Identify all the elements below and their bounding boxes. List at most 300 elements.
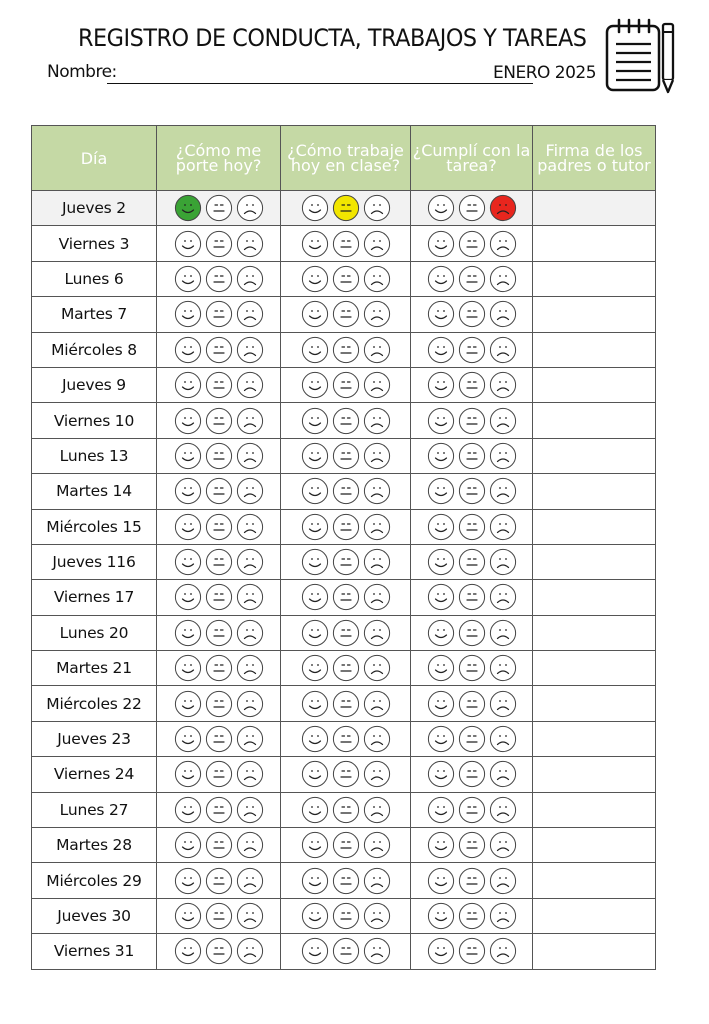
neutral-face-icon[interactable] bbox=[205, 867, 233, 895]
sad-face-icon[interactable] bbox=[489, 513, 517, 541]
neutral-face-icon[interactable] bbox=[332, 442, 360, 470]
happy-face-icon[interactable] bbox=[174, 725, 202, 753]
happy-face-icon[interactable] bbox=[301, 902, 329, 930]
homework-cell bbox=[411, 651, 533, 686]
happy-face-icon[interactable] bbox=[301, 867, 329, 895]
name-input-line[interactable] bbox=[107, 83, 533, 84]
signature-cell[interactable] bbox=[533, 898, 656, 933]
sad-face-icon[interactable] bbox=[363, 194, 391, 222]
neutral-face-icon[interactable] bbox=[332, 619, 360, 647]
neutral-face-icon[interactable] bbox=[332, 371, 360, 399]
sad-face-icon[interactable] bbox=[236, 831, 264, 859]
neutral-face-icon[interactable] bbox=[458, 477, 486, 505]
neutral-face-icon[interactable] bbox=[458, 265, 486, 293]
neutral-face-icon[interactable] bbox=[458, 194, 486, 222]
happy-face-icon[interactable] bbox=[427, 513, 455, 541]
happy-face-icon[interactable] bbox=[301, 796, 329, 824]
happy-face-icon[interactable] bbox=[174, 477, 202, 505]
happy-face-icon[interactable] bbox=[174, 265, 202, 293]
neutral-face-icon[interactable] bbox=[205, 548, 233, 576]
happy-face-icon[interactable] bbox=[427, 654, 455, 682]
neutral-face-icon[interactable] bbox=[332, 937, 360, 965]
neutral-face-icon[interactable] bbox=[458, 442, 486, 470]
happy-face-icon[interactable] bbox=[427, 902, 455, 930]
classwork-cell bbox=[281, 828, 411, 863]
sad-face-icon[interactable] bbox=[489, 548, 517, 576]
face-group bbox=[301, 442, 391, 470]
sad-face-icon[interactable] bbox=[236, 619, 264, 647]
neutral-face-icon[interactable] bbox=[205, 760, 233, 788]
sad-face-icon[interactable] bbox=[236, 796, 264, 824]
sad-face-icon[interactable] bbox=[363, 937, 391, 965]
happy-face-icon[interactable] bbox=[301, 230, 329, 258]
sad-face-icon[interactable] bbox=[236, 867, 264, 895]
homework-cell bbox=[411, 509, 533, 544]
signature-cell[interactable] bbox=[533, 438, 656, 473]
happy-face-icon[interactable] bbox=[174, 407, 202, 435]
neutral-face-icon[interactable] bbox=[458, 831, 486, 859]
classwork-cell bbox=[281, 580, 411, 615]
classwork-cell bbox=[281, 544, 411, 579]
happy-face-icon[interactable] bbox=[174, 619, 202, 647]
neutral-face-icon[interactable] bbox=[205, 831, 233, 859]
sad-face-icon[interactable] bbox=[363, 371, 391, 399]
neutral-face-icon[interactable] bbox=[205, 230, 233, 258]
neutral-face-icon[interactable] bbox=[332, 194, 360, 222]
col-header-behavior: ¿Cómo me porte hoy? bbox=[157, 126, 281, 191]
behavior-cell bbox=[157, 898, 281, 933]
sad-face-icon[interactable] bbox=[363, 583, 391, 611]
face-group bbox=[174, 407, 264, 435]
sad-face-icon[interactable] bbox=[489, 902, 517, 930]
classwork-cell bbox=[281, 297, 411, 332]
happy-face-icon[interactable] bbox=[301, 548, 329, 576]
sad-face-icon[interactable] bbox=[363, 477, 391, 505]
happy-face-icon[interactable] bbox=[427, 760, 455, 788]
sad-face-icon[interactable] bbox=[489, 230, 517, 258]
behavior-cell bbox=[157, 544, 281, 579]
signature-cell[interactable] bbox=[533, 544, 656, 579]
neutral-face-icon[interactable] bbox=[458, 760, 486, 788]
behavior-cell bbox=[157, 297, 281, 332]
homework-cell bbox=[411, 828, 533, 863]
sad-face-icon[interactable] bbox=[236, 336, 264, 364]
neutral-face-icon[interactable] bbox=[205, 300, 233, 328]
signature-cell[interactable] bbox=[533, 403, 656, 438]
happy-face-icon[interactable] bbox=[301, 336, 329, 364]
signature-cell[interactable] bbox=[533, 509, 656, 544]
sad-face-icon[interactable] bbox=[489, 194, 517, 222]
sad-face-icon[interactable] bbox=[489, 407, 517, 435]
face-group bbox=[174, 583, 264, 611]
day-cell: Viernes 17 bbox=[32, 580, 157, 615]
sad-face-icon[interactable] bbox=[363, 867, 391, 895]
sad-face-icon[interactable] bbox=[489, 300, 517, 328]
neutral-face-icon[interactable] bbox=[205, 442, 233, 470]
day-cell: Jueves 2 bbox=[32, 191, 157, 226]
sad-face-icon[interactable] bbox=[489, 583, 517, 611]
neutral-face-icon[interactable] bbox=[458, 902, 486, 930]
neutral-face-icon[interactable] bbox=[205, 690, 233, 718]
happy-face-icon[interactable] bbox=[427, 194, 455, 222]
neutral-face-icon[interactable] bbox=[205, 407, 233, 435]
sad-face-icon[interactable] bbox=[236, 407, 264, 435]
happy-face-icon[interactable] bbox=[301, 583, 329, 611]
neutral-face-icon[interactable] bbox=[205, 796, 233, 824]
neutral-face-icon[interactable] bbox=[458, 548, 486, 576]
signature-cell[interactable] bbox=[533, 686, 656, 721]
happy-face-icon[interactable] bbox=[427, 548, 455, 576]
day-cell: Miércoles 22 bbox=[32, 686, 157, 721]
homework-cell bbox=[411, 792, 533, 827]
sad-face-icon[interactable] bbox=[363, 513, 391, 541]
face-group bbox=[301, 230, 391, 258]
happy-face-icon[interactable] bbox=[301, 654, 329, 682]
sad-face-icon[interactable] bbox=[489, 690, 517, 718]
sad-face-icon[interactable] bbox=[489, 654, 517, 682]
happy-face-icon[interactable] bbox=[174, 867, 202, 895]
face-group bbox=[301, 477, 391, 505]
homework-cell bbox=[411, 757, 533, 792]
sad-face-icon[interactable] bbox=[236, 477, 264, 505]
neutral-face-icon[interactable] bbox=[205, 902, 233, 930]
sad-face-icon[interactable] bbox=[489, 937, 517, 965]
homework-cell bbox=[411, 261, 533, 296]
homework-cell bbox=[411, 332, 533, 367]
sad-face-icon[interactable] bbox=[236, 760, 264, 788]
sad-face-icon[interactable] bbox=[363, 690, 391, 718]
signature-cell[interactable] bbox=[533, 191, 656, 226]
sad-face-icon[interactable] bbox=[236, 690, 264, 718]
sad-face-icon[interactable] bbox=[363, 831, 391, 859]
homework-cell bbox=[411, 721, 533, 756]
happy-face-icon[interactable] bbox=[174, 548, 202, 576]
neutral-face-icon[interactable] bbox=[332, 796, 360, 824]
sad-face-icon[interactable] bbox=[236, 725, 264, 753]
sad-face-icon[interactable] bbox=[489, 796, 517, 824]
signature-cell[interactable] bbox=[533, 721, 656, 756]
table-header-row bbox=[32, 126, 656, 191]
neutral-face-icon[interactable] bbox=[458, 407, 486, 435]
neutral-face-icon[interactable] bbox=[458, 654, 486, 682]
happy-face-icon[interactable] bbox=[427, 477, 455, 505]
behavior-cell bbox=[157, 721, 281, 756]
sad-face-icon[interactable] bbox=[236, 230, 264, 258]
sad-face-icon[interactable] bbox=[363, 265, 391, 293]
happy-face-icon[interactable] bbox=[301, 937, 329, 965]
face-group bbox=[427, 583, 517, 611]
neutral-face-icon[interactable] bbox=[458, 583, 486, 611]
neutral-face-icon[interactable] bbox=[205, 477, 233, 505]
neutral-face-icon[interactable] bbox=[458, 513, 486, 541]
homework-cell bbox=[411, 934, 533, 969]
happy-face-icon[interactable] bbox=[427, 371, 455, 399]
happy-face-icon[interactable] bbox=[301, 725, 329, 753]
sad-face-icon[interactable] bbox=[236, 548, 264, 576]
sad-face-icon[interactable] bbox=[363, 442, 391, 470]
happy-face-icon[interactable] bbox=[427, 407, 455, 435]
behavior-cell bbox=[157, 367, 281, 402]
happy-face-icon[interactable] bbox=[174, 300, 202, 328]
face-group bbox=[301, 265, 391, 293]
sad-face-icon[interactable] bbox=[363, 548, 391, 576]
sad-face-icon[interactable] bbox=[489, 725, 517, 753]
sad-face-icon[interactable] bbox=[363, 654, 391, 682]
homework-cell bbox=[411, 367, 533, 402]
classwork-cell bbox=[281, 474, 411, 509]
happy-face-icon[interactable] bbox=[427, 831, 455, 859]
happy-face-icon[interactable] bbox=[174, 902, 202, 930]
happy-face-icon[interactable] bbox=[301, 407, 329, 435]
sad-face-icon[interactable] bbox=[236, 442, 264, 470]
signature-cell[interactable] bbox=[533, 615, 656, 650]
happy-face-icon[interactable] bbox=[174, 937, 202, 965]
sad-face-icon[interactable] bbox=[363, 619, 391, 647]
neutral-face-icon[interactable] bbox=[332, 583, 360, 611]
face-group bbox=[427, 442, 517, 470]
happy-face-icon[interactable] bbox=[301, 513, 329, 541]
table-row bbox=[32, 297, 656, 332]
happy-face-icon[interactable] bbox=[301, 300, 329, 328]
sad-face-icon[interactable] bbox=[363, 336, 391, 364]
neutral-face-icon[interactable] bbox=[205, 336, 233, 364]
happy-face-icon[interactable] bbox=[174, 371, 202, 399]
happy-face-icon[interactable] bbox=[427, 796, 455, 824]
homework-cell bbox=[411, 438, 533, 473]
col-header-classwork: ¿Cómo trabaje hoy en clase? bbox=[281, 126, 411, 191]
sad-face-icon[interactable] bbox=[489, 867, 517, 895]
sad-face-icon[interactable] bbox=[489, 442, 517, 470]
face-group bbox=[174, 760, 264, 788]
happy-face-icon[interactable] bbox=[301, 831, 329, 859]
sad-face-icon[interactable] bbox=[236, 583, 264, 611]
sad-face-icon[interactable] bbox=[363, 725, 391, 753]
behavior-cell bbox=[157, 757, 281, 792]
signature-cell[interactable] bbox=[533, 651, 656, 686]
face-group bbox=[427, 831, 517, 859]
neutral-face-icon[interactable] bbox=[332, 407, 360, 435]
behavior-cell bbox=[157, 474, 281, 509]
neutral-face-icon[interactable] bbox=[205, 513, 233, 541]
happy-face-icon[interactable] bbox=[174, 194, 202, 222]
happy-face-icon[interactable] bbox=[301, 371, 329, 399]
face-group bbox=[301, 690, 391, 718]
happy-face-icon[interactable] bbox=[174, 760, 202, 788]
face-group bbox=[301, 654, 391, 682]
day-cell: Jueves 30 bbox=[32, 898, 157, 933]
neutral-face-icon[interactable] bbox=[458, 336, 486, 364]
neutral-face-icon[interactable] bbox=[332, 336, 360, 364]
sad-face-icon[interactable] bbox=[489, 371, 517, 399]
neutral-face-icon[interactable] bbox=[332, 265, 360, 293]
behavior-cell bbox=[157, 651, 281, 686]
happy-face-icon[interactable] bbox=[427, 619, 455, 647]
sad-face-icon[interactable] bbox=[489, 265, 517, 293]
neutral-face-icon[interactable] bbox=[458, 867, 486, 895]
face-group bbox=[174, 300, 264, 328]
table-row bbox=[32, 474, 656, 509]
face-group bbox=[174, 619, 264, 647]
happy-face-icon[interactable] bbox=[427, 725, 455, 753]
face-group bbox=[301, 796, 391, 824]
happy-face-icon[interactable] bbox=[174, 513, 202, 541]
classwork-cell bbox=[281, 757, 411, 792]
signature-cell[interactable] bbox=[533, 828, 656, 863]
behavior-cell bbox=[157, 828, 281, 863]
happy-face-icon[interactable] bbox=[301, 442, 329, 470]
neutral-face-icon[interactable] bbox=[458, 300, 486, 328]
happy-face-icon[interactable] bbox=[174, 831, 202, 859]
happy-face-icon[interactable] bbox=[174, 230, 202, 258]
neutral-face-icon[interactable] bbox=[332, 760, 360, 788]
happy-face-icon[interactable] bbox=[301, 760, 329, 788]
table-row bbox=[32, 863, 656, 898]
face-group bbox=[174, 937, 264, 965]
neutral-face-icon[interactable] bbox=[205, 725, 233, 753]
sad-face-icon[interactable] bbox=[363, 300, 391, 328]
sad-face-icon[interactable] bbox=[489, 336, 517, 364]
sad-face-icon[interactable] bbox=[236, 937, 264, 965]
behavior-cell bbox=[157, 261, 281, 296]
happy-face-icon[interactable] bbox=[427, 867, 455, 895]
face-group bbox=[427, 937, 517, 965]
name-label: Nombre: bbox=[47, 62, 117, 82]
happy-face-icon[interactable] bbox=[427, 336, 455, 364]
sad-face-icon[interactable] bbox=[236, 194, 264, 222]
neutral-face-icon[interactable] bbox=[332, 548, 360, 576]
neutral-face-icon[interactable] bbox=[332, 300, 360, 328]
classwork-cell bbox=[281, 226, 411, 261]
sad-face-icon[interactable] bbox=[363, 796, 391, 824]
sad-face-icon[interactable] bbox=[363, 902, 391, 930]
neutral-face-icon[interactable] bbox=[205, 937, 233, 965]
neutral-face-icon[interactable] bbox=[205, 619, 233, 647]
neutral-face-icon[interactable] bbox=[458, 371, 486, 399]
signature-cell[interactable] bbox=[533, 367, 656, 402]
signature-cell[interactable] bbox=[533, 792, 656, 827]
neutral-face-icon[interactable] bbox=[205, 194, 233, 222]
sad-face-icon[interactable] bbox=[236, 265, 264, 293]
sad-face-icon[interactable] bbox=[236, 902, 264, 930]
face-group bbox=[427, 902, 517, 930]
neutral-face-icon[interactable] bbox=[458, 937, 486, 965]
neutral-face-icon[interactable] bbox=[205, 265, 233, 293]
signature-cell[interactable] bbox=[533, 226, 656, 261]
face-group bbox=[174, 336, 264, 364]
classwork-cell bbox=[281, 721, 411, 756]
signature-cell[interactable] bbox=[533, 474, 656, 509]
sad-face-icon[interactable] bbox=[363, 230, 391, 258]
neutral-face-icon[interactable] bbox=[205, 583, 233, 611]
happy-face-icon[interactable] bbox=[427, 265, 455, 293]
neutral-face-icon[interactable] bbox=[332, 690, 360, 718]
neutral-face-icon[interactable] bbox=[458, 725, 486, 753]
face-group bbox=[301, 867, 391, 895]
signature-cell[interactable] bbox=[533, 332, 656, 367]
homework-cell bbox=[411, 863, 533, 898]
happy-face-icon[interactable] bbox=[301, 265, 329, 293]
signature-cell[interactable] bbox=[533, 297, 656, 332]
happy-face-icon[interactable] bbox=[427, 583, 455, 611]
face-group bbox=[427, 513, 517, 541]
signature-cell[interactable] bbox=[533, 863, 656, 898]
sad-face-icon[interactable] bbox=[236, 513, 264, 541]
sad-face-icon[interactable] bbox=[363, 407, 391, 435]
happy-face-icon[interactable] bbox=[301, 477, 329, 505]
neutral-face-icon[interactable] bbox=[458, 796, 486, 824]
signature-cell[interactable] bbox=[533, 757, 656, 792]
neutral-face-icon[interactable] bbox=[332, 230, 360, 258]
neutral-face-icon[interactable] bbox=[458, 619, 486, 647]
day-cell: Martes 7 bbox=[32, 297, 157, 332]
table-row bbox=[32, 403, 656, 438]
happy-face-icon[interactable] bbox=[174, 690, 202, 718]
behavior-cell bbox=[157, 332, 281, 367]
sad-face-icon[interactable] bbox=[236, 300, 264, 328]
neutral-face-icon[interactable] bbox=[458, 690, 486, 718]
sad-face-icon[interactable] bbox=[489, 760, 517, 788]
happy-face-icon[interactable] bbox=[174, 336, 202, 364]
signature-cell[interactable] bbox=[533, 934, 656, 969]
sad-face-icon[interactable] bbox=[236, 654, 264, 682]
neutral-face-icon[interactable] bbox=[332, 867, 360, 895]
happy-face-icon[interactable] bbox=[174, 442, 202, 470]
neutral-face-icon[interactable] bbox=[332, 902, 360, 930]
neutral-face-icon[interactable] bbox=[332, 654, 360, 682]
happy-face-icon[interactable] bbox=[427, 690, 455, 718]
signature-cell[interactable] bbox=[533, 580, 656, 615]
table-row bbox=[32, 438, 656, 473]
neutral-face-icon[interactable] bbox=[458, 230, 486, 258]
classwork-cell bbox=[281, 332, 411, 367]
happy-face-icon[interactable] bbox=[427, 937, 455, 965]
neutral-face-icon[interactable] bbox=[332, 513, 360, 541]
face-group bbox=[174, 902, 264, 930]
sad-face-icon[interactable] bbox=[489, 619, 517, 647]
sad-face-icon[interactable] bbox=[489, 831, 517, 859]
happy-face-icon[interactable] bbox=[427, 442, 455, 470]
day-cell: Martes 14 bbox=[32, 474, 157, 509]
happy-face-icon[interactable] bbox=[174, 583, 202, 611]
homework-cell bbox=[411, 898, 533, 933]
happy-face-icon[interactable] bbox=[427, 300, 455, 328]
sad-face-icon[interactable] bbox=[489, 477, 517, 505]
neutral-face-icon[interactable] bbox=[332, 725, 360, 753]
table-row bbox=[32, 261, 656, 296]
happy-face-icon[interactable] bbox=[301, 690, 329, 718]
sad-face-icon[interactable] bbox=[236, 371, 264, 399]
happy-face-icon[interactable] bbox=[301, 194, 329, 222]
happy-face-icon[interactable] bbox=[174, 796, 202, 824]
happy-face-icon[interactable] bbox=[301, 619, 329, 647]
happy-face-icon[interactable] bbox=[174, 654, 202, 682]
signature-cell[interactable] bbox=[533, 261, 656, 296]
neutral-face-icon[interactable] bbox=[332, 477, 360, 505]
face-group bbox=[174, 442, 264, 470]
table-row bbox=[32, 934, 656, 969]
day-cell: Jueves 23 bbox=[32, 721, 157, 756]
face-group bbox=[301, 619, 391, 647]
face-group bbox=[301, 725, 391, 753]
neutral-face-icon[interactable] bbox=[205, 654, 233, 682]
classwork-cell bbox=[281, 792, 411, 827]
neutral-face-icon[interactable] bbox=[332, 831, 360, 859]
sad-face-icon[interactable] bbox=[363, 760, 391, 788]
neutral-face-icon[interactable] bbox=[205, 371, 233, 399]
behavior-cell bbox=[157, 509, 281, 544]
happy-face-icon[interactable] bbox=[427, 230, 455, 258]
day-cell: Jueves 116 bbox=[32, 544, 157, 579]
